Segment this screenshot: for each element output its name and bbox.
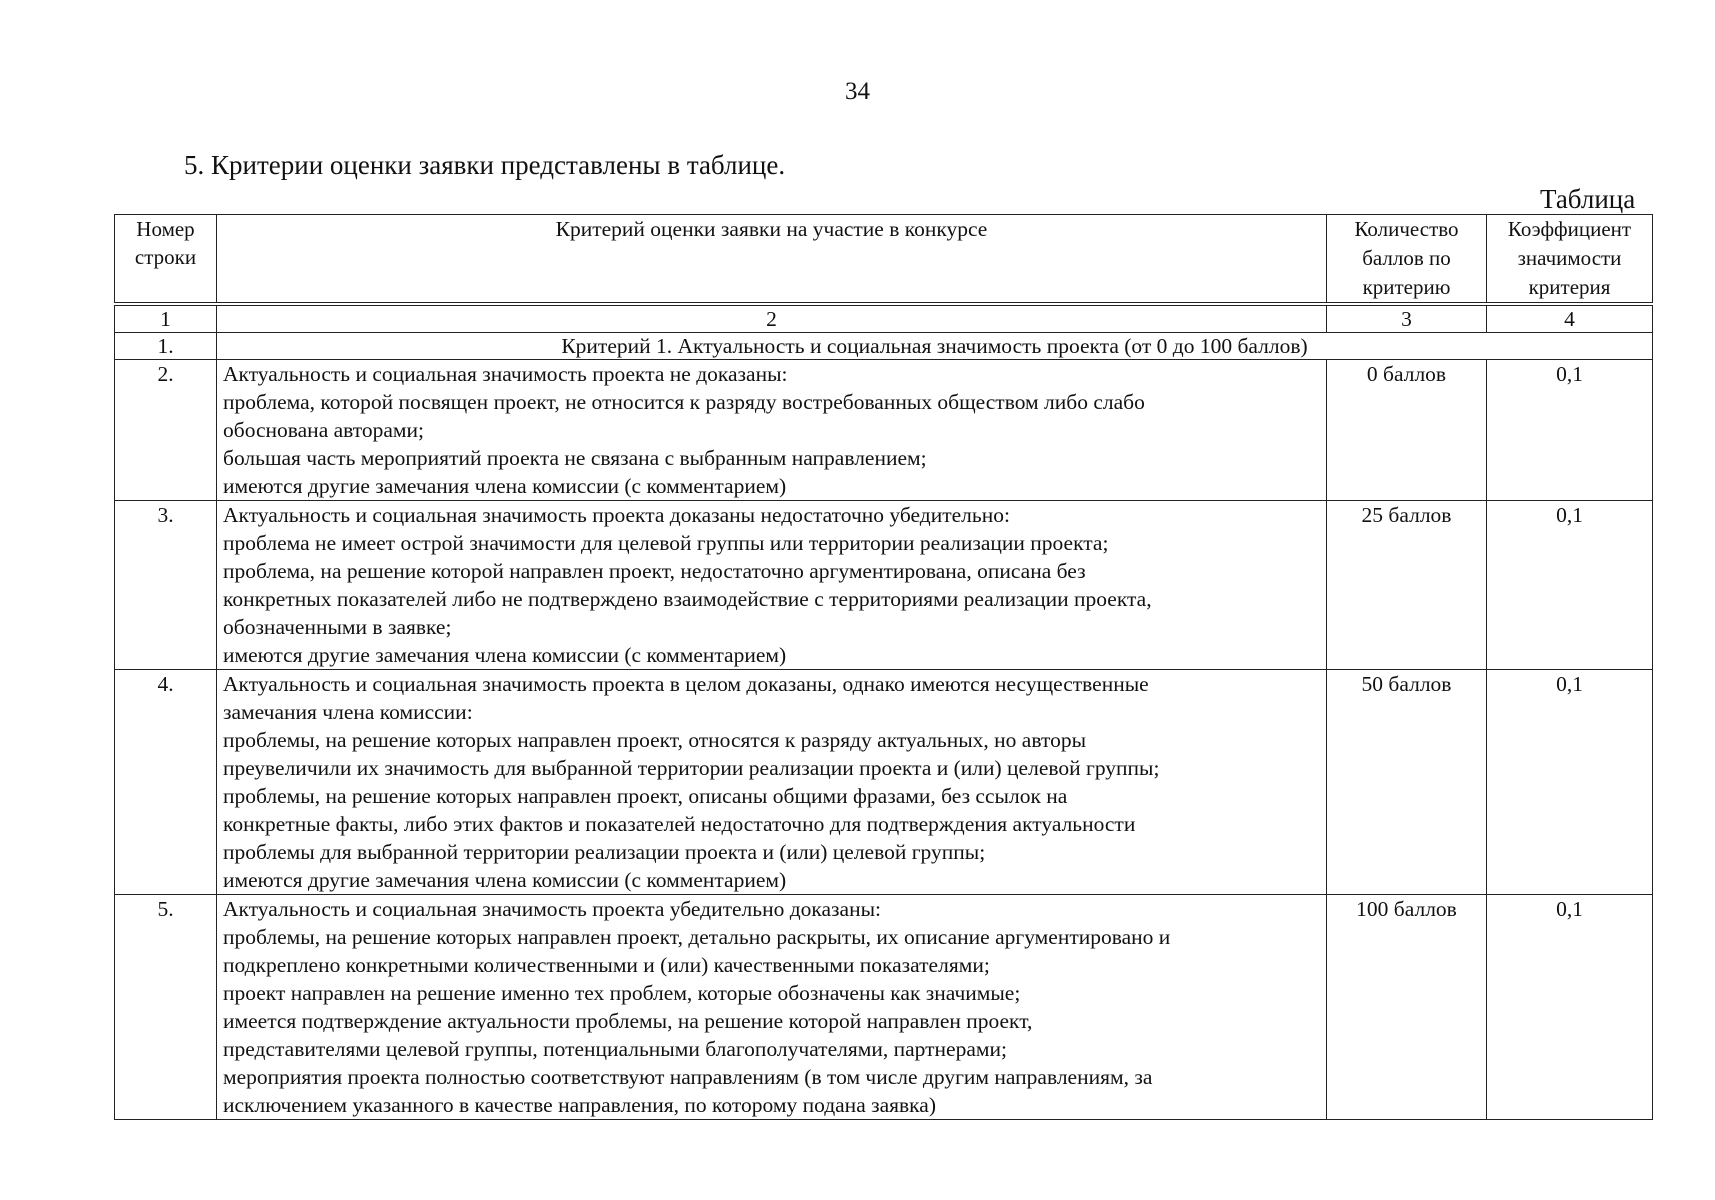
row-points: 100 баллов [1327,895,1487,1120]
column-number: 1 [115,306,217,333]
table-row [115,360,1653,501]
row-points: 0 баллов [1327,360,1487,501]
row-number: 1. [115,333,217,360]
row-description: Актуальность и социальная значимость проекта в целом доказаны, однако имеются несущественные замечания члена комиссии: проблемы, на решение которых направлен проект, относятся к разряду актуальных, но авторы преувеличили их значимость для выбранной территории реализации проекта и (или) целевой группы; проблемы, на решение которых направлен проект, описаны общими фразами, без ссылок на конкретные факты, либо этих фактов и показателей недостаточно для подтверждения актуальности проблемы для выбранной территории реализации проекта и (или) целевой группы; имеются другие замечания члена комиссии (с комментарием) [217,670,1327,895]
table-row [115,895,1653,1120]
row-coefficient: 0,1 [1487,670,1653,895]
row-number: 3. [115,501,217,670]
row-coefficient: 0,1 [1487,501,1653,670]
intro-paragraph: 5. Критерии оценки заявки представлены в таблице. [184,150,786,180]
header-criterion: Критерий оценки заявки на участие в конкурсе [217,215,1327,303]
row-description: Актуальность и социальная значимость проекта убедительно доказаны: проблемы, на решение которых направлен проект, детально раскрыты, их описание аргументировано и подкреплено конкретными количественными и (или) качественными показателями; проект направлен на решение именно тех проблем, которые обозначены как значимые; имеется подтверждение актуальности проблемы, на решение которой направлен проект, представителями целевой группы, потенциальными благополучателями, партнерами; мероприятия проекта полностью соответствуют направлениям (в том числе другим направлениям, за исключением указанного в качестве направления, по которому подана заявка) [217,895,1327,1120]
table-row [115,670,1653,895]
row-points: 50 баллов [1327,670,1487,895]
header-row-number: Номер строки [115,215,217,303]
table-row [115,501,1653,670]
table-caption: Таблица [1540,184,1636,214]
column-number: 3 [1327,306,1487,333]
row-coefficient: 0,1 [1487,360,1653,501]
column-number: 4 [1487,306,1653,333]
criteria-table [114,214,1653,1120]
column-numbers-row [115,306,1653,333]
header-points: Количество баллов по критерию [1327,215,1487,303]
row-coefficient: 0,1 [1487,895,1653,1120]
page-number: 34 [845,78,870,105]
row-description: Актуальность и социальная значимость проекта доказаны недостаточно убедительно: проблема не имеет острой значимости для целевой группы или территории реализации проекта; проблема, на решение которой направлен проект, недостаточно аргументирована, описана без конкретных показателей либо не подтверждено взаимодействие с территориями реализации проекта, обозначенными в заявке; имеются другие замечания члена комиссии (с комментарием) [217,501,1327,670]
header-coefficient: Коэффициент значимости критерия [1487,215,1653,303]
row-number: 4. [115,670,217,895]
row-points: 25 баллов [1327,501,1487,670]
criterion-title: Критерий 1. Актуальность и социальная значимость проекта (от 0 до 100 баллов) [217,333,1653,360]
row-description: Актуальность и социальная значимость проекта не доказаны: проблема, которой посвящен проект, не относится к разряду востребованных обществом либо слабо обоснована авторами; большая часть мероприятий проекта не связана с выбранным направлением; имеются другие замечания члена комиссии (с комментарием) [217,360,1327,501]
row-number: 2. [115,360,217,501]
table-header-row [115,215,1653,303]
row-number: 5. [115,895,217,1120]
column-number: 2 [217,306,1327,333]
criterion-title-row [115,333,1653,360]
